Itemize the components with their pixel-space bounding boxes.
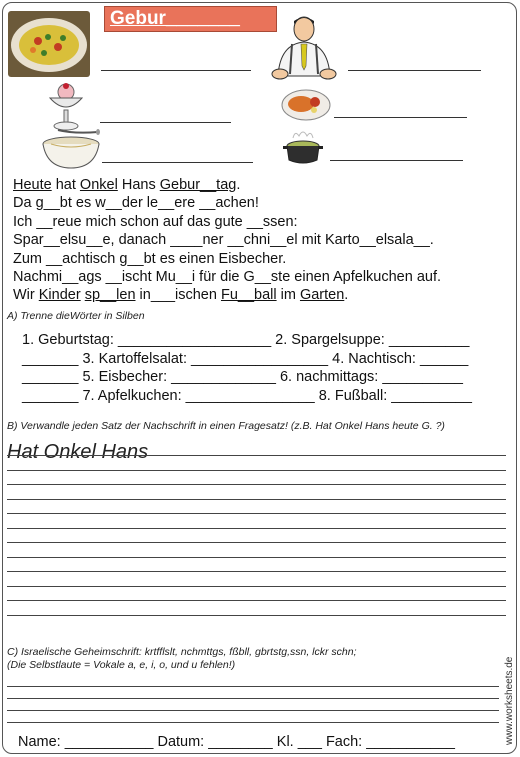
footer-fields: Name: ___________ Datum: ________ Kl. ___ Fach: ___________ bbox=[18, 734, 455, 750]
writing-line[interactable] bbox=[7, 586, 506, 587]
story-line bbox=[13, 194, 441, 212]
writing-line[interactable] bbox=[7, 710, 499, 711]
task-c-hint: (Die Selbstlaute = Vokale a, e, i, o, und u fehlen!) bbox=[7, 659, 236, 671]
story-text-segment: . bbox=[344, 287, 349, 304]
answer-blank[interactable] bbox=[334, 117, 467, 118]
task-a-instruction: A) Trenne dieWörter in Silben bbox=[7, 310, 145, 322]
story-text-segment: . bbox=[236, 177, 241, 193]
task-b-instruction: B) Verwandle jeden Satz der Nachschrift in einen Fragesatz! (z.B. Hat Onkel Hans heute G. ?) bbox=[7, 420, 445, 432]
task-c-instruction: C) Israelische Geheimschrift: krtfflslt, nchmttgs, fßbll, gbrtstg,ssn, lckr schn; bbox=[7, 646, 357, 658]
story-line bbox=[13, 231, 441, 249]
story-text-segment: Spar__elsu__e, danach ____ner __chni__el mit Karto__elsala__. bbox=[13, 232, 434, 249]
writing-line[interactable] bbox=[7, 722, 499, 723]
syllable-line[interactable]: 1. Geburtstag: ___________________ 2. Spargelsuppe: __________ bbox=[22, 332, 470, 348]
writing-line[interactable] bbox=[7, 542, 506, 543]
writing-line[interactable] bbox=[7, 600, 506, 601]
underlined-word: Heute bbox=[13, 177, 52, 193]
story-text-segment: Hans bbox=[117, 177, 160, 193]
underlined-word: Garten bbox=[299, 287, 345, 304]
syllable-line[interactable]: _______ 3. Kartoffelsalat: _________________ 4. Nachtisch: ______ bbox=[22, 350, 469, 367]
story-text-segment: Wir bbox=[13, 287, 39, 304]
worksheet-title: Gebur_______ bbox=[104, 6, 277, 32]
writing-line[interactable] bbox=[7, 571, 506, 572]
answer-blank[interactable] bbox=[100, 122, 231, 123]
syllable-line[interactable]: _______ 5. Eisbecher: _____________ 6. nachmittags: __________ bbox=[22, 369, 463, 386]
handwritten-answer-start: Hat Onkel Hans bbox=[7, 441, 149, 463]
story-text-segment: Zum __achtisch g__bt es einen Eisbecher. bbox=[13, 250, 287, 267]
story-text-segment: in___ischen bbox=[135, 287, 221, 304]
answer-blank[interactable] bbox=[330, 160, 463, 161]
writing-line[interactable] bbox=[7, 686, 499, 687]
underlined-word: Gebur__tag bbox=[159, 177, 237, 193]
writing-line[interactable] bbox=[7, 455, 506, 456]
story-line bbox=[13, 250, 441, 268]
underlined-word: Fu__ball bbox=[220, 287, 277, 304]
soup-pot-image bbox=[283, 128, 323, 166]
answer-blank[interactable] bbox=[102, 162, 253, 163]
schnitzel-plate-image bbox=[281, 88, 331, 122]
writing-line[interactable] bbox=[7, 513, 506, 514]
underlined-word: sp__len bbox=[84, 287, 136, 304]
writing-line[interactable] bbox=[7, 557, 506, 558]
uncle-hans-image bbox=[268, 14, 340, 82]
website-credit: www.worksheets.de bbox=[504, 656, 515, 745]
rice-dish-image bbox=[8, 11, 90, 77]
story-text-segment: Ich __reue mich schon auf das gute __ssen: bbox=[13, 213, 298, 230]
story-line bbox=[13, 176, 441, 194]
writing-line[interactable] bbox=[7, 615, 506, 616]
answer-blank[interactable] bbox=[348, 70, 481, 71]
story-text bbox=[13, 176, 441, 305]
underlined-word: Kinder bbox=[38, 287, 81, 304]
story-text-segment: hat bbox=[51, 177, 80, 193]
story-text-segment: im bbox=[276, 287, 300, 304]
ice-cream-cup-image bbox=[42, 82, 100, 138]
writing-line[interactable] bbox=[7, 484, 506, 485]
writing-line[interactable] bbox=[7, 528, 506, 529]
syllable-line[interactable]: _______ 7. Apfelkuchen: ________________ 8. Fußball: __________ bbox=[22, 387, 472, 404]
syllable-exercise bbox=[22, 331, 516, 405]
story-text-segment: Da g__bt es w__der le__ere __achen! bbox=[13, 195, 259, 212]
story-line bbox=[13, 286, 441, 304]
writing-line[interactable] bbox=[7, 470, 506, 471]
story-text-segment: Nachmi__ags __ischt Mu__i für die G__ste einen Apfelkuchen auf. bbox=[13, 269, 442, 286]
writing-line[interactable] bbox=[7, 499, 506, 500]
answer-blank[interactable] bbox=[101, 70, 251, 71]
writing-line[interactable] bbox=[7, 698, 499, 699]
salad-bowl-image bbox=[41, 136, 101, 170]
story-line bbox=[13, 268, 441, 286]
story-line bbox=[13, 213, 441, 231]
underlined-word: Onkel bbox=[79, 177, 118, 193]
